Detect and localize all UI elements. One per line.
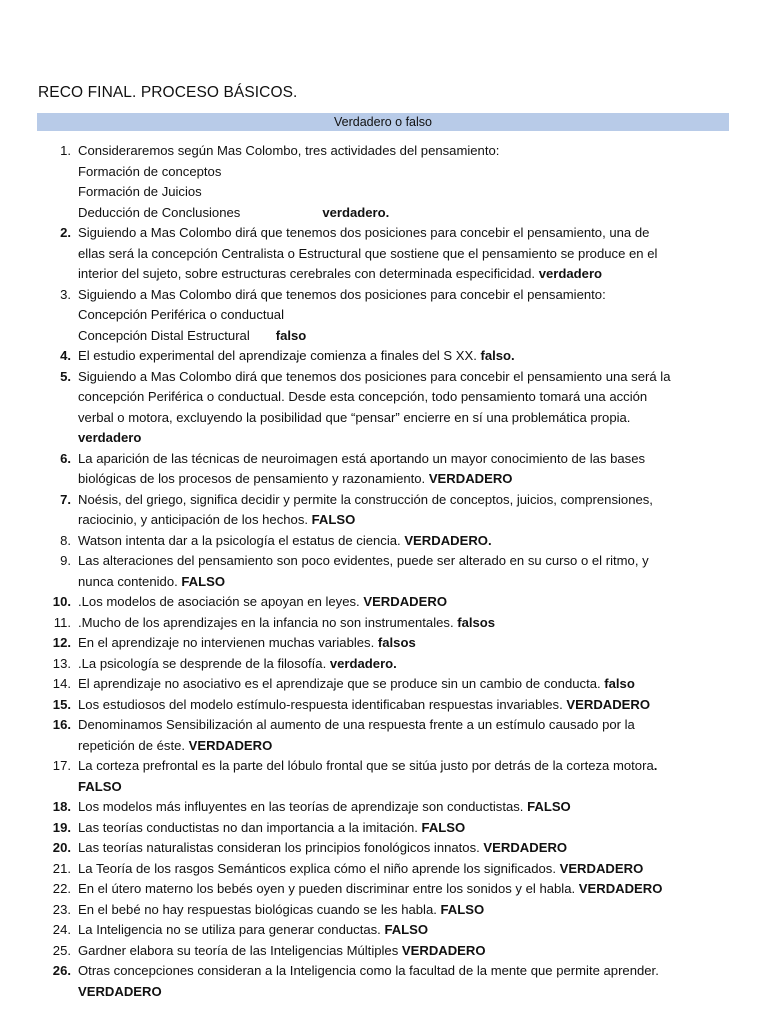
item-text [78, 756, 720, 797]
item-text [78, 223, 720, 285]
item-line [78, 695, 720, 716]
item-line [78, 572, 720, 593]
answer-label: VERDADERO [483, 840, 568, 855]
item-line [78, 141, 720, 162]
answer-label: VERDADERO [559, 860, 644, 876]
answer-label: falso. [480, 348, 515, 363]
item-line [78, 387, 720, 408]
statement-text: En el útero materno los bebés oyen y pueden discriminar entre los sonidos y el habla. [78, 881, 579, 896]
list-item [0, 715, 768, 756]
answer-label: VERDADERO. [404, 532, 492, 548]
statement-text: .La psicología se desprende de la filosofía. [78, 655, 330, 671]
item-line [78, 264, 720, 285]
answer-label: VERDADERO [188, 737, 273, 753]
list-item [0, 531, 768, 552]
answer-label: VERDADERO [78, 983, 162, 999]
item-text [78, 490, 720, 531]
item-number: 25. [52, 942, 71, 958]
question-list [0, 141, 768, 1002]
statement-text: biológicas de los procesos de pensamiento y razonamiento. [78, 471, 429, 486]
statement-text: Otras concepciones consideran a la Inteligencia como la facultad de la mente que permite aprender. [78, 963, 659, 978]
item-line [78, 756, 720, 777]
item-line [78, 879, 720, 900]
statement-text: nunca contenido. [78, 573, 182, 589]
statement-text: Formación de conceptos [78, 163, 222, 179]
answer-label: VERDADERO [578, 881, 663, 896]
statement-text: La corteza prefrontal es la parte del lóbulo frontal que se sitúa justo por detrás de la corteza motora [78, 758, 654, 773]
item-number: 16. [52, 717, 71, 732]
item-line [78, 633, 720, 654]
item-number: 3. [60, 286, 71, 302]
statement-text: Watson intenta dar a la psicología el estatus de ciencia. [78, 532, 405, 548]
statement-text: Siguiendo a Mas Colombo dirá que tenemos dos posiciones para concebir el pensamiento una será la [78, 368, 671, 384]
list-item [0, 613, 768, 634]
statement-text: Siguiendo a Mas Colombo dirá que tenemos dos posiciones para concebir el pensamiento, una de [78, 225, 650, 240]
item-text [78, 859, 720, 880]
statement-text: Las teorías conductistas no dan importancia a la imitación. [78, 819, 422, 835]
statement-text: El aprendizaje no asociativo es el aprendizaje que se produce sin un cambio de conducta. [78, 676, 605, 691]
answer-label: verdadero. [329, 655, 397, 671]
statement-text: Concepción Distal Estructural [78, 327, 250, 343]
item-line [78, 223, 720, 244]
list-item [0, 879, 768, 900]
item-line [78, 592, 720, 613]
item-line [78, 674, 720, 695]
statement-text: concepción Periférica o conductual. Desde esta concepción, todo pensamiento tomará una acción [78, 389, 648, 404]
item-number: 24. [52, 922, 71, 937]
answer-label: FALSO [527, 799, 571, 814]
item-number: 7. [60, 491, 71, 507]
item-text [78, 879, 720, 900]
item-line [78, 818, 720, 839]
item-number: 22. [52, 881, 71, 896]
item-text [78, 797, 720, 818]
item-number: 2. [60, 225, 71, 240]
item-number: 23. [52, 901, 71, 917]
statement-text: Los estudiosos del modelo estímulo-respuesta identificaban respuestas invariables. [78, 696, 567, 712]
statement-text: Los modelos más influyentes en las teorías de aprendizaje son conductistas. [78, 799, 528, 814]
item-number: 5. [60, 368, 71, 384]
list-item [0, 633, 768, 654]
statement-text: Denominamos Sensibilización al aumento de una respuesta frente a un estímulo causado por la [78, 717, 635, 732]
item-line [78, 510, 720, 531]
answer-label: verdadero. [322, 204, 390, 220]
answer-label: falso [275, 327, 307, 343]
item-line [78, 941, 720, 962]
item-text [78, 695, 720, 716]
item-number: 17. [52, 758, 71, 773]
item-line [78, 982, 720, 1003]
item-number: 21. [52, 860, 71, 876]
item-line [78, 469, 720, 490]
item-number: 6. [60, 450, 71, 466]
answer-label: FALSO [440, 901, 485, 917]
statement-text: Concepción Periférica o conductual [78, 307, 284, 322]
answer-label: FALSO [421, 819, 466, 835]
list-item [0, 654, 768, 675]
item-line [78, 326, 720, 347]
statement-text: Siguiendo a Mas Colombo dirá que tenemos dos posiciones para concebir el pensamiento: [78, 286, 606, 302]
item-line [78, 859, 720, 880]
list-item [0, 695, 768, 716]
statement-text: repetición de éste. [78, 737, 189, 753]
statement-text: Consideraremos según Mas Colombo, tres actividades del pensamiento: [78, 143, 500, 158]
answer-label: verdadero [78, 430, 142, 445]
item-text [78, 367, 720, 449]
statement-text: Las teorías naturalistas consideran los principios fonológicos innatos. [78, 840, 484, 855]
list-item [0, 756, 768, 797]
item-line [78, 797, 720, 818]
item-line [78, 654, 720, 675]
answer-label: FALSO [311, 512, 356, 527]
list-item [0, 285, 768, 347]
item-text [78, 551, 720, 592]
item-line [78, 613, 720, 634]
statement-text: .Mucho de los aprendizajes en la infancia no son instrumentales. [78, 614, 458, 630]
statement-text: La aparición de las técnicas de neuroimagen está aportando un mayor conocimiento de las bases [78, 450, 646, 466]
item-number: 14. [52, 676, 71, 691]
list-item [0, 900, 768, 921]
item-text [78, 633, 720, 654]
section-banner: Verdadero o falso [37, 113, 729, 131]
item-line [78, 203, 720, 224]
list-item [0, 490, 768, 531]
item-number: 20. [52, 840, 71, 855]
item-line [78, 305, 720, 326]
item-number: 12. [52, 635, 71, 650]
item-line [78, 900, 720, 921]
item-number: 15. [52, 696, 71, 712]
item-number: 26. [52, 963, 71, 978]
answer-label: FALSO [181, 573, 226, 589]
list-item [0, 223, 768, 285]
item-text [78, 531, 720, 552]
item-text [78, 346, 720, 367]
item-text [78, 961, 720, 1002]
answer-label: falsos [457, 614, 496, 630]
item-line [78, 346, 720, 367]
answer-label: VERDADERO [363, 594, 448, 609]
item-number: 10. [52, 594, 71, 609]
list-item [0, 449, 768, 490]
statement-text: La Inteligencia no se utiliza para generar conductas. [78, 922, 385, 937]
statement-text: Gardner elabora su teoría de las Inteligencias Múltiples [78, 942, 402, 958]
item-text [78, 592, 720, 613]
item-line [78, 736, 720, 757]
answer-label: VERDADERO [428, 471, 513, 486]
answer-label: falsos [377, 635, 416, 650]
item-line [78, 715, 720, 736]
statement-text: Noésis, del griego, significa decidir y permite la construcción de conceptos, juicios, comprensiones, [78, 491, 653, 507]
statement-text: Formación de Juicios [78, 184, 202, 199]
item-line [78, 777, 720, 798]
statement-text: En el bebé no hay respuestas biológicas cuando se les habla. [78, 901, 441, 917]
item-text [78, 920, 720, 941]
item-text [78, 838, 720, 859]
item-text [78, 818, 720, 839]
item-text [78, 613, 720, 634]
item-line [78, 490, 720, 511]
item-text [78, 715, 720, 756]
item-text [78, 674, 720, 695]
statement-text: Deducción de Conclusiones [78, 204, 241, 220]
item-number: 13. [52, 655, 71, 671]
item-line [78, 285, 720, 306]
list-item [0, 346, 768, 367]
answer-label: verdadero [538, 266, 603, 281]
answer-label: falso [604, 676, 635, 691]
document-title: RECO FINAL. PROCESO BÁSICOS. [38, 84, 298, 101]
answer-label: FALSO [78, 778, 122, 794]
item-text [78, 941, 720, 962]
list-item [0, 141, 768, 223]
statement-text: interior del sujeto, sobre estructuras cerebrales con determinada especificidad. [78, 266, 539, 281]
answer-label: FALSO [384, 922, 429, 937]
statement-text: Las alteraciones del pensamiento son poco evidentes, puede ser alterado en su curso o el ritmo, y [78, 553, 649, 568]
item-line [78, 551, 720, 572]
answer-label: . [653, 758, 658, 773]
list-item [0, 367, 768, 449]
list-item [0, 859, 768, 880]
item-line [78, 408, 720, 429]
statement-text: El estudio experimental del aprendizaje comienza a finales del S XX. [78, 348, 481, 363]
statement-text: En el aprendizaje no intervienen muchas variables. [78, 635, 378, 650]
item-number: 1. [60, 143, 71, 158]
item-number: 9. [60, 553, 71, 568]
item-number: 4. [60, 348, 71, 363]
item-line [78, 449, 720, 470]
list-item [0, 551, 768, 592]
statement-text: .Los modelos de asociación se apoyan en leyes. [78, 594, 364, 609]
answer-label: VERDADERO [566, 696, 651, 712]
item-line [78, 182, 720, 203]
list-item [0, 920, 768, 941]
item-line [78, 961, 720, 982]
item-line [78, 428, 720, 449]
item-line [78, 162, 720, 183]
list-item [0, 961, 768, 1002]
list-item [0, 838, 768, 859]
item-text [78, 900, 720, 921]
statement-text: raciocinio, y anticipación de los hechos. [78, 512, 312, 527]
statement-text: ellas será la concepción Centralista o Estructural que sostiene que el pensamiento se produce en el [78, 245, 658, 261]
item-line [78, 244, 720, 265]
list-item [0, 592, 768, 613]
statement-text: La Teoría de los rasgos Semánticos explica cómo el niño aprende los significados. [78, 860, 560, 876]
item-number: 11. [53, 614, 71, 630]
item-text [78, 285, 720, 347]
item-line [78, 838, 720, 859]
item-number: 19. [52, 819, 71, 835]
list-item [0, 797, 768, 818]
list-item [0, 941, 768, 962]
item-line [78, 920, 720, 941]
answer-label: VERDADERO [401, 942, 486, 958]
item-text [78, 141, 720, 223]
list-item [0, 674, 768, 695]
list-item [0, 818, 768, 839]
item-number: 18. [52, 799, 71, 814]
item-line [78, 367, 720, 388]
item-text [78, 449, 720, 490]
item-line [78, 531, 720, 552]
statement-text: verbal o motora, excluyendo la posibilidad que “pensar” encierre en sí una problemática propia. [78, 409, 631, 425]
item-text [78, 654, 720, 675]
item-number: 8. [60, 532, 71, 548]
